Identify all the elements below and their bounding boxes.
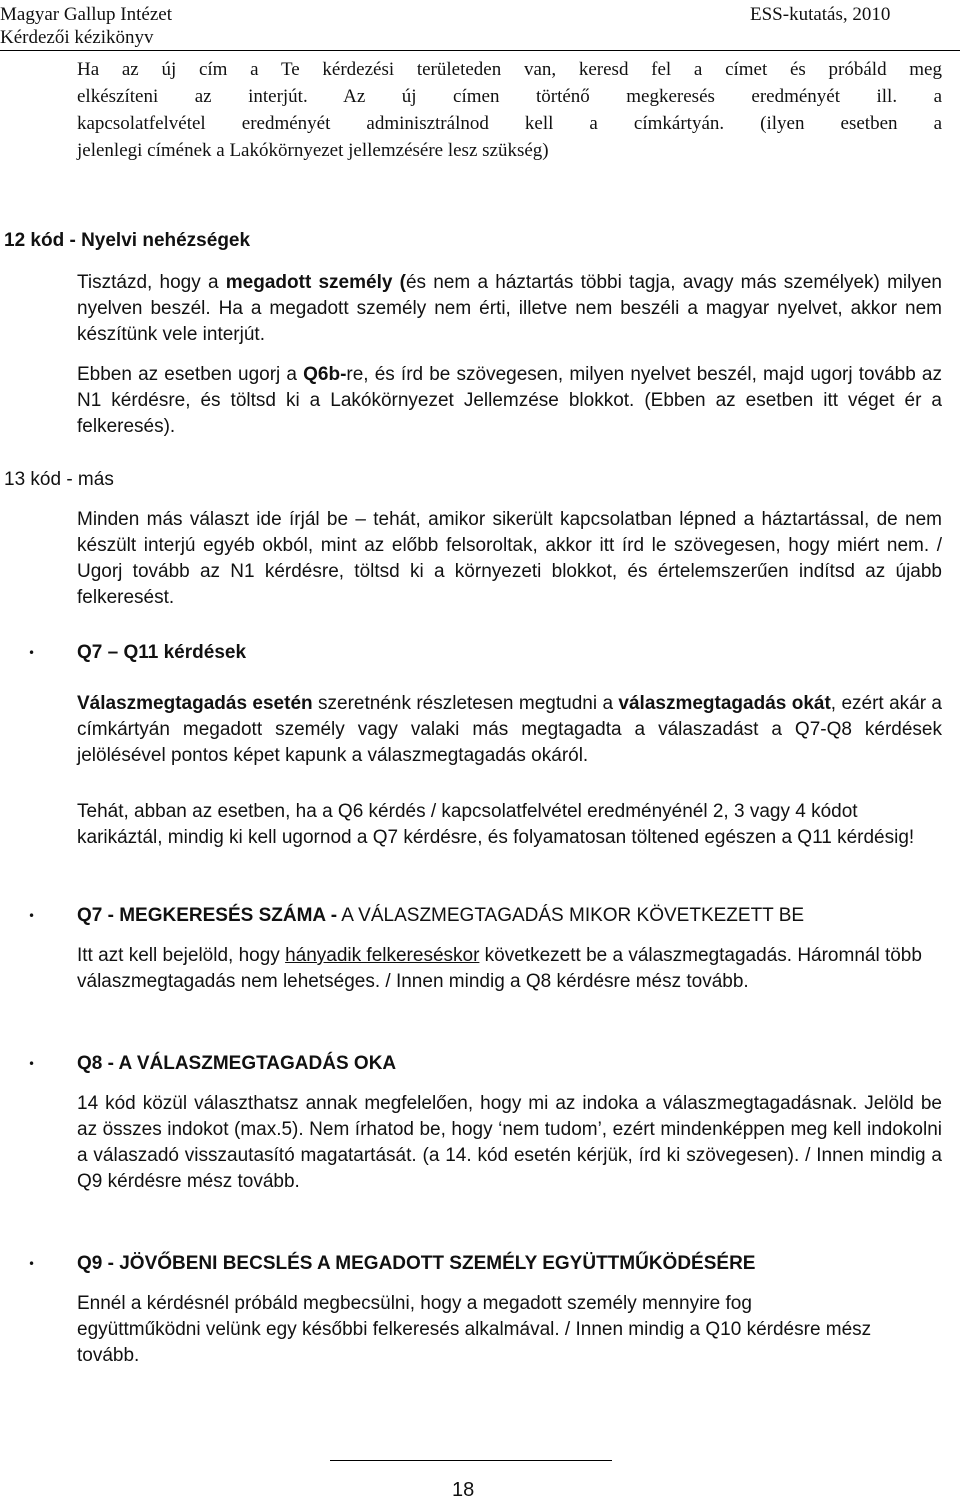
bullet-q7q11: • [28, 646, 36, 660]
bullet-q7: • [28, 909, 36, 923]
intro-line-4: jelenlegi címének a Lakókörnyezet jellemzésére lesz szükség) [77, 140, 549, 161]
code13-heading: 13 kód - más [4, 469, 114, 490]
header-divider [0, 50, 960, 51]
code12-paragraph-1: Tisztázd, hogy a megadott személy (és nem a háztartás többi tagja, avagy más személyek) milyen nyelven beszél. Ha a megadott személy nem érti, illetve nem beszéli a magyar nyelvet, akkor nem készítünk vele interjút. [77, 272, 943, 345]
bullet-q9: • [28, 1257, 36, 1271]
q9-paragraph: Ennél a kérdésnél próbáld megbecsülni, hogy a megadott személy mennyire fog együttműködni velünk egy későbbi felkeresés alkalmával. / Innen mindig a Q10 kérdésre mész tovább. [77, 1293, 872, 1366]
footer-divider [330, 1460, 612, 1461]
intro-paragraph [77, 56, 942, 164]
q9-heading: Q9 - JÖVŐBENI BECSLÉS A MEGADOTT SZEMÉLY EGYÜTTMŰKÖDÉSÉRE [77, 1253, 756, 1274]
header-org: Magyar Gallup Intézet [0, 4, 172, 25]
code12-paragraph-2: Ebben az esetben ugorj a Q6b-re, és írd be szövegesen, milyen nyelvet beszél, majd ugorj tovább az N1 kérdésre, és töltsd ki a Lakókörnyezet Jellemzése blokkot. (Ebben az esetben itt véget ér a felkeresés). [77, 364, 942, 437]
q7-paragraph: Itt azt kell bejelöld, hogy hányadik felkereséskor következett be a válaszmegtagadás. Háromnál több válaszmegtagadás nem lehetséges. / Innen mindig a Q8 kérdésre mész tovább. [77, 945, 922, 992]
page-number: 18 [452, 1479, 475, 1501]
intro-line-1: Ha az új cím a Te kérdezési területeden van, keresd fel a címet és próbáld meg [77, 59, 942, 80]
q7q11-heading: Q7 – Q11 kérdések [77, 642, 247, 663]
code13-paragraph: Minden más választ ide írjál be – tehát, amikor sikerült kapcsolatban lépned a háztartással, de nem készült interjú egyéb okból, mint az előbb felsoroltak, akkor itt írd le szövegesen, hogy miért nem. / Ugorj tovább az N1 kérdésre, töltsd ki a környezeti blokkot, és értelemszerűen indítsd az újabb felkeresést. [77, 509, 942, 608]
intro-line-3: kapcsolatfelvétel eredményét adminisztrálnod kell a címkártyán. (ilyen esetben a [77, 113, 942, 134]
q8-heading: Q8 - A VÁLASZMEGTAGADÁS OKA [77, 1053, 397, 1074]
q7q11-paragraph-2: Tehát, abban az esetben, ha a Q6 kérdés / kapcsolatfelvétel eredményénél 2, 3 vagy 4 kódot karikáztál, mindig ki kell ugornod a Q7 kérdésre, és folyamatosan töltened egészen a Q11 kérdésig! [77, 801, 915, 848]
header-doc-title: Kérdezői kézikönyv [0, 27, 154, 48]
q7q11-paragraph-1: Válaszmegtagadás esetén szeretnénk részletesen megtudni a válaszmegtagadás okát, ezért akár a címkártyán megadott személy vagy valaki más megtagadta a válaszadást a Q7-Q8 kérdések jelölésével pontos képet kapunk a válaszmegtagadás okáról. [77, 693, 942, 766]
q8-paragraph: 14 kód közül választhatsz annak megfelelően, hogy mi az indoka a válaszmegtagadásnak. Jelöld be az összes indokot (max.5). Nem írhatod be, hogy ‘nem tudom’, ezért mindenképpen meg kell indokolni a válaszadó visszautasító magatartását. (a 14. kód esetén kérjük, írd ki szövegesen). / Innen mindig a Q9 kérdésre mész tovább. [77, 1093, 942, 1192]
header-survey: ESS-kutatás, 2010 [750, 4, 891, 25]
q7-heading: Q7 - MEGKERESÉS SZÁMA - A VÁLASZMEGTAGADÁS MIKOR KÖVETKEZETT BE [77, 905, 805, 926]
code12-heading: 12 kód - Nyelvi nehézségek [4, 230, 251, 251]
intro-line-2: elkészíteni az interjút. Az új címen történő megkeresés eredményét ill. a [77, 86, 942, 107]
bullet-q8: • [28, 1057, 36, 1071]
